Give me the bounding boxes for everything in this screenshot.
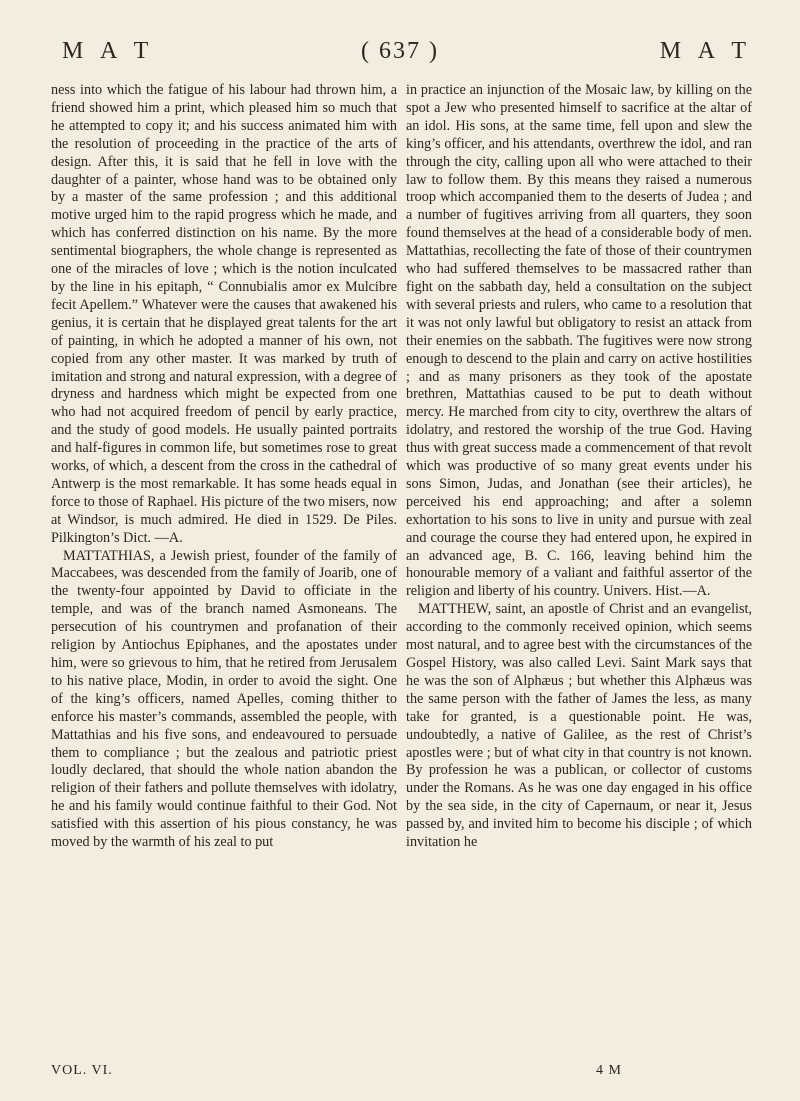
left-column — [51, 82, 397, 852]
paragraph-matthew: MATTHEW, saint, an apostle of Christ and an evangelist, according to the commonly received opinion, which seems most natural, and to agree best with the circumstances of the Gospel History, was also called Levi. Saint Mark says that he was the son of Alphæus ; but whether this Alphæus was the same person with the father of James the less, as many take for granted, is a questionable point. He was, undoubtedly, a native of Galilee, as the rest of Christ’s apostles were ; but of what city in that country is not known. By profession he was a publican, or collector of customs under the Romans. As he was one day engaged in his office by the sea side, in the city of Capernaum, or near it, Jesus passed by, and invited him to become his disciple ; of which invitation he — [406, 601, 752, 851]
right-column — [406, 82, 752, 852]
volume-label: VOL. VI. — [51, 1063, 113, 1078]
paragraph-mattathias-continued: in practice an injunction of the Mosaic law, by killing on the spot a Jew who presented himself to sacrifice at the altar of an idol. His sons, at the same time, fell upon and slew the king’s officer, and his attendants, overthrew the idol, and ran through the city, calling upon all who were attached to their law to follow them. By this means they raised a numerous troop which accompanied them to the deserts of Judea ; and a number of fugitives arriving from all quarters, they soon found themselves at the head of a considerable body of men. Mattathias, recollecting the fate of those of their countrymen who had suffered themselves to be massacred rather than fight on the sabbath day, held a consultation on the subject with several priests and rulers, who came to a resolution that it was not only lawful but obligatory to resist an attack from their enemies on the sabbath. The fugitives were now strong enough to descend to the plain and carry on active hostilities ; and as many prisoners as they took of the apostate brethren, Mattathias caused to be put to death without mercy. He marched from city to city, overthrew the altars of idolatry, and restored the worship of the true God. Having thus with great success made a commencement of that revolt which was productive of so many great events under his sons Simon, Judas, and Jonathan (see their articles), he perceived his end approaching; and after a solemn exhortation to his sons to live in unity and pursue with zeal and courage the course they had entered upon, he expired in an advanced age, B. C. 166, leaving behind him the honourable memory of a valiant and faithful assertor of the religion and liberty of his country. Univers. Hist.—A. — [406, 82, 752, 600]
header-left-word: M A T — [62, 38, 155, 64]
page-footer — [51, 1063, 751, 1081]
paragraph-mattathias: MATTATHIAS, a Jewish priest, founder of the family of Maccabees, was descended from the family of Joarib, one of the twenty-four appointed by David to officiate in the temple, and was of the branch named Asmoneans. The persecution of his countrymen and profanation of their religion by Antiochus Epiphanes, and the apostates under him, were so grievous to him, that he retired from Jerusalem to his native place, Modin, in order to avoid the sight. One of the king’s officers, named Apelles, coming thither to enforce his master’s commands, assembled the people, with Mattathias and his five sons, and endeavoured to persuade them to compliance ; but the zealous and patriotic priest loudly declared, that should the whole nation abandon the religion of their fathers and pollute themselves with idolatry, he and his family would continue faithful to their God. Not satisfied with this assertion of his pious constancy, he was moved by the warmth of his zeal to put — [51, 547, 397, 851]
header-right-word: M A T — [659, 38, 752, 64]
page-number: ( 637 ) — [361, 38, 439, 64]
signature-mark: 4 M — [596, 1063, 622, 1078]
running-header — [48, 38, 752, 68]
paragraph-quentin-matsys: ness into which the fatigue of his labour had thrown him, a friend showed him a print, which pleased him so much that he attempted to copy it; and his success animated him with the resolution of proceeding in the practice of the arts of design. After this, it is said that he fell in love with the daughter of a painter, whose hand was to be obtained only by a master of the same profession ; and this additional motive urged him to the rapid progress which he made, and which has conferred distinction on his name. By the more sentimental biographers, the whole change is represented as one of the miracles of love ; which is the notion inculcated by the line in his epitaph, “ Connubialis amor ex Mulcibre fecit Apellem.” Whatever were the causes that awakened his genius, it is certain that he displayed great talents for the art of painting, in which he adopted a manner of his own, not copied from any other master. It was marked by truth of imitation and strong and natural expression, with a degree of dryness and hardness which might be expected from one who had not acquired freedom of pencil by early practice, and the study of good models. He usually painted portraits and half-figures in common life, but sometimes rose to great works, of which, a descent from the cross in the cathedral of Antwerp is the most remarkable. It has some heads equal in force to those of Raphael. His picture of the two misers, now at Windsor, is much admired. He died in 1529. De Piles. Pilkington’s Dict. —A. — [51, 82, 397, 546]
